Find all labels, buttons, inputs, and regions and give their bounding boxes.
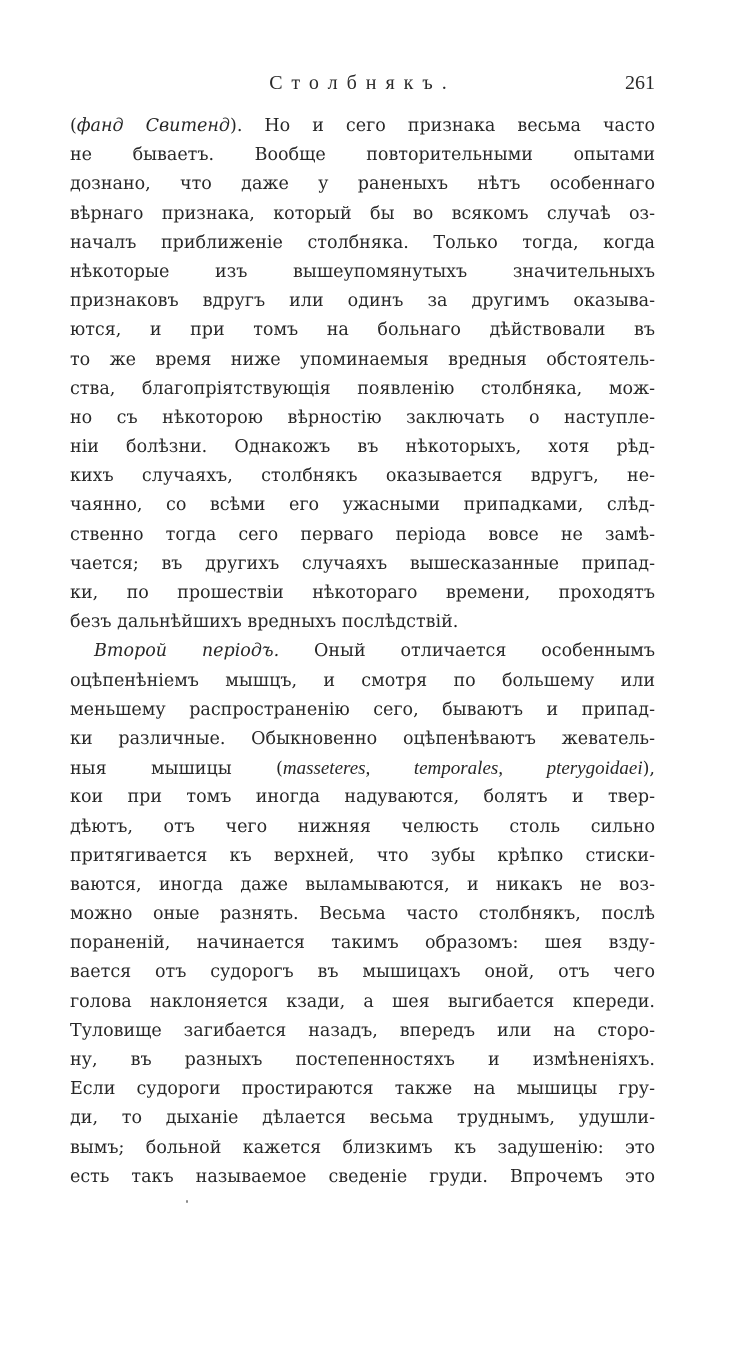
text-line: кои при томъ иногда надуваются, болятъ и твер- [70, 787, 655, 808]
text-line: не бываетъ. Вообще повторительными опытами [70, 145, 655, 166]
text-line: чаянно, со всѣми его ужасными припадками, слѣд- [70, 495, 655, 516]
text-line: вается отъ судорогъ въ мышицахъ оной, отъ чего [70, 962, 655, 983]
text-line: ки, по прошествіи нѣкотораго времени, проходятъ [70, 583, 655, 603]
running-title: Столбнякъ. [269, 72, 456, 94]
text-line: ваются, иногда даже выламываются, и никакъ не воз- [70, 874, 655, 895]
text-line: ки различные. Обыкновенно оцѣпенѣваютъ жеватель- [70, 728, 655, 749]
text-line: кихъ случаяхъ, столбнякъ оказывается вдругъ, не- [70, 466, 655, 487]
text-line: притягивается къ верхней, что зубы крѣпко стиски- [70, 845, 655, 866]
page-number: 261 [625, 72, 655, 94]
text-line: но съ нѣкоторою вѣрностію заключать о наступле- [70, 407, 655, 428]
text-line: ства, благопріятствующія появленію столбняка, мож- [70, 378, 655, 399]
text-line: ди, то дыханіе дѣлается весьма труднымъ, удушли- [70, 1108, 655, 1129]
text-line: нѣкоторые изъ вышеупомянутыхъ значительныхъ [70, 261, 655, 282]
text-line: оцѣпенѣніемъ мышцъ, и смотря по большему или [70, 670, 655, 691]
text-line: ніи болѣзни. Однакожъ въ нѣкоторыхъ, хотя рѣд- [70, 437, 655, 458]
text-line: ственно тогда сего перваго періода вовсе не замѣ- [70, 524, 655, 545]
text-line: признаковъ вдругъ или одинъ за другимъ оказыва- [70, 291, 655, 312]
section-heading-line: Второй періодъ. Оный отличается особеннымъ [94, 641, 655, 662]
text-line: началъ приближеніе столбняка. Только тогда, когда [70, 232, 655, 253]
text-line: есть такъ называемое сведеніе груди. Впрочемъ это [70, 1166, 655, 1187]
paper-speck [186, 1200, 188, 1203]
text-line: дознано, что даже у раненыхъ нѣтъ особеннаго [70, 174, 655, 195]
latin-muscle-names: masseteres, temporales, pterygoidaei [282, 758, 643, 780]
text-line: Если судороги простираются также на мышицы гру- [70, 1079, 655, 1100]
text-line: можно оные разнять. Весьма часто столбнякъ, послѣ [70, 904, 655, 925]
text-line: Туловище загибается назадъ, впередъ или на сторо- [70, 1020, 655, 1041]
text-line: (фанд Свитенд). Но и сего признака весьма часто [70, 116, 655, 136]
paragraph-end-line: безъ дальнѣйшихъ вредныхъ послѣдствій. [70, 612, 459, 633]
text-line: голова наклоняется кзади, а шея выгибается кпереди. [70, 991, 655, 1012]
text-line: ну, въ разныхъ постепенностяхъ и измѣненіяхъ. [70, 1050, 655, 1070]
text-line: ныя мышицы (masseteres, temporales, pterygoidaei), [70, 758, 655, 780]
text-line: меньшему распространенію сего, бываютъ и припад- [70, 699, 655, 720]
text-line: то же время ниже упоминаемыя вредныя обстоятель- [70, 349, 655, 370]
text-line: вымъ; больной кажется близкимъ къ задушенію: это [70, 1137, 655, 1158]
text-line: ются, и при томъ на больнаго дѣйствовали въ [70, 320, 655, 341]
text-line: вѣрнаго признака, который бы во всякомъ случаѣ оз- [70, 203, 655, 224]
text-line: пораненій, начинается такимъ образомъ: шея взду- [70, 933, 655, 954]
text-line: дѣютъ, отъ чего нижняя челюсть столь сильно [70, 816, 655, 837]
section-heading: Второй періодъ. [94, 641, 280, 662]
body-text [70, 112, 655, 1192]
italic-author-name: фанд Свитенд [76, 116, 231, 136]
running-head [70, 72, 655, 108]
text-line: чается; въ другихъ случаяхъ вышесказанные припад- [70, 553, 655, 574]
